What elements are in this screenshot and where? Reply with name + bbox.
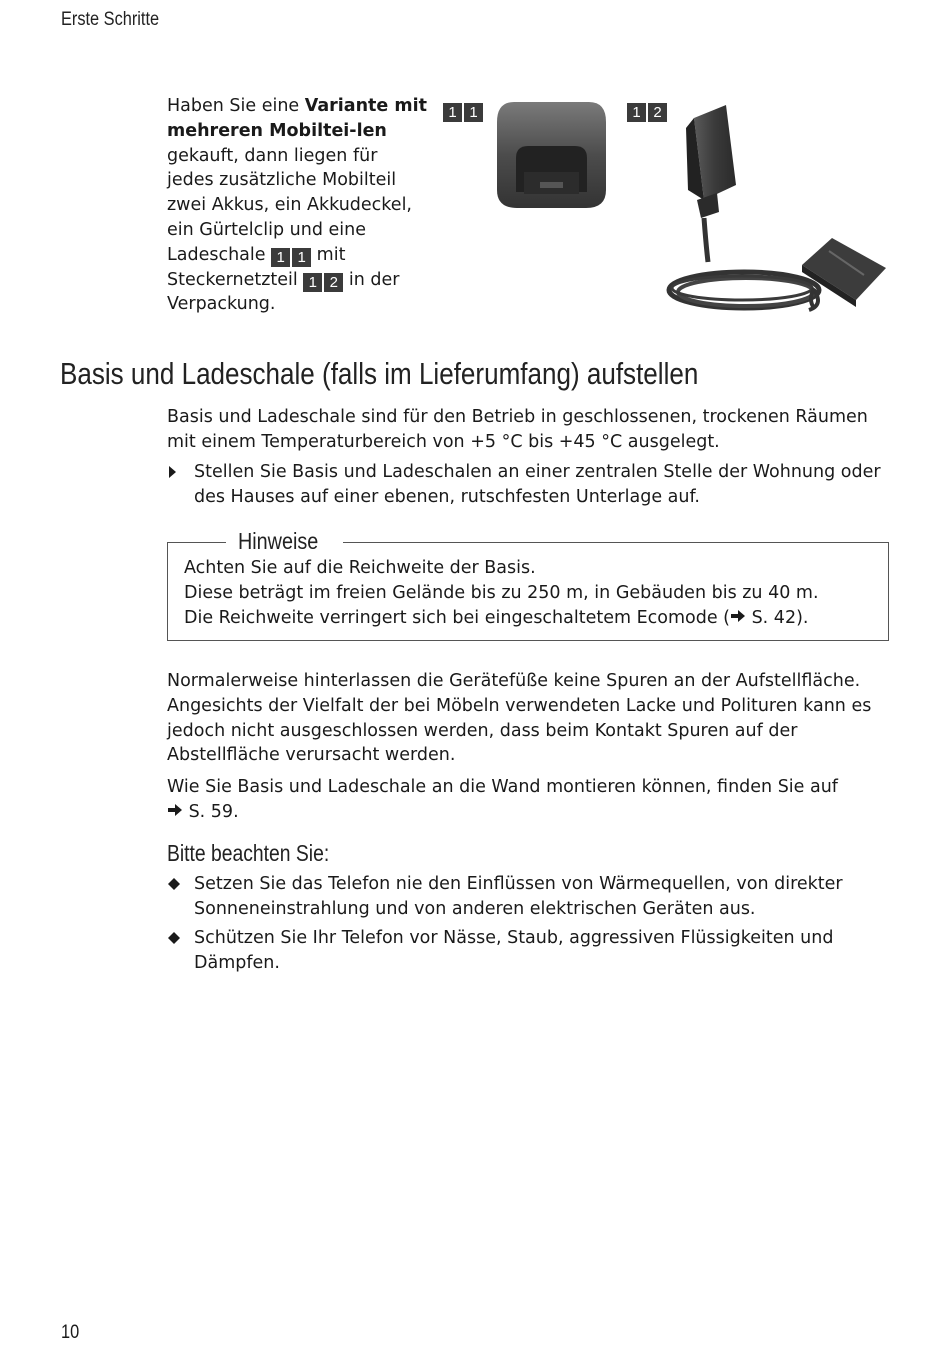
notice-line-3: Die Reichweite verringert sich bei eingeschaltetem Ecomode ( S. 42). (184, 606, 884, 631)
step-text: Stellen Sie Basis und Ladeschalen an einer zentralen Stelle der Wohnung oder des Hauses auf einer ebenen, rutschfesten Unterlage auf. (194, 462, 881, 507)
attention-item: Schützen Sie Ihr Telefon vor Nässe, Staub, aggressiven Flüssigkeiten und Dämpfen. (167, 926, 897, 976)
running-head: Erste Schritte (61, 9, 160, 30)
diamond-bullet-icon (167, 872, 189, 904)
notice-line-1: Achten Sie auf die Reichweite der Basis. (184, 558, 536, 578)
section-heading: Basis und Ladeschale (falls im Lieferumfang) aufstellen (60, 356, 699, 391)
paragraph-operating-conditions: Basis und Ladeschale sind für den Betrieb in geschlossenen, trockenen Räumen mit einem Temperaturbereich von +5 °C bis +45 °C ausgelegt. (167, 407, 868, 452)
notice-body (184, 556, 884, 630)
charging-cradle-image (494, 100, 609, 210)
power-adapter-image (664, 100, 889, 325)
arrow-right-icon (167, 800, 183, 825)
diamond-bullet-icon (167, 926, 189, 958)
triangle-right-icon (167, 460, 189, 492)
attention-item: Setzen Sie das Telefon nie den Einflüssen von Wärmequellen, von direkter Sonneneinstrahlung und von anderen elektrischen Geräten aus. (167, 872, 897, 922)
notice-line-2: Diese beträgt im freien Gelände bis zu 250 m, in Gebäuden bis zu 40 m. (184, 582, 819, 603)
intro-text-1: Haben Sie eine (167, 96, 305, 116)
page-number: 10 (61, 1322, 80, 1343)
intro-text-3: mit Steckernetzteil (167, 244, 346, 290)
intro-text-4: in der Verpackung. (167, 269, 400, 315)
figure-label-charger: 1 1 (443, 103, 483, 122)
figure-label-adapter: 1 2 (627, 103, 667, 122)
paragraph-surface-marks: Normalerweise hinterlassen die Gerätefüße keine Spuren an der Aufstellfläche. Angesichts der Vielfalt der bei Möbeln verwendeten Lacke und Polituren kann es jedoch nicht ausgeschlossen werden, dass beim Kontakt Spuren auf der Abstellfläche verursacht werden. (167, 671, 872, 766)
ref-adapter: 1 2 (303, 273, 343, 292)
intro-bold: Variante mit mehreren Mobiltei-len (167, 96, 427, 141)
notice-title: Hinweise (226, 528, 343, 555)
arrow-right-icon (730, 606, 746, 631)
attention-heading: Bitte beachten Sie: (167, 840, 330, 866)
notice-box (167, 528, 889, 641)
intro-paragraph (167, 94, 427, 317)
paragraph-wall-mount: Wie Sie Basis und Ladeschale an die Wand montieren können, finden Sie auf S. 59. (167, 775, 897, 825)
intro-text-2: gekauft, dann liegen für jedes zusätzliche Mobilteil zwei Akkus, ein Akkudeckel, ein Gürtelclip und eine Ladeschale (167, 145, 412, 265)
step-item (167, 460, 897, 510)
ref-charger: 1 1 (271, 248, 311, 267)
